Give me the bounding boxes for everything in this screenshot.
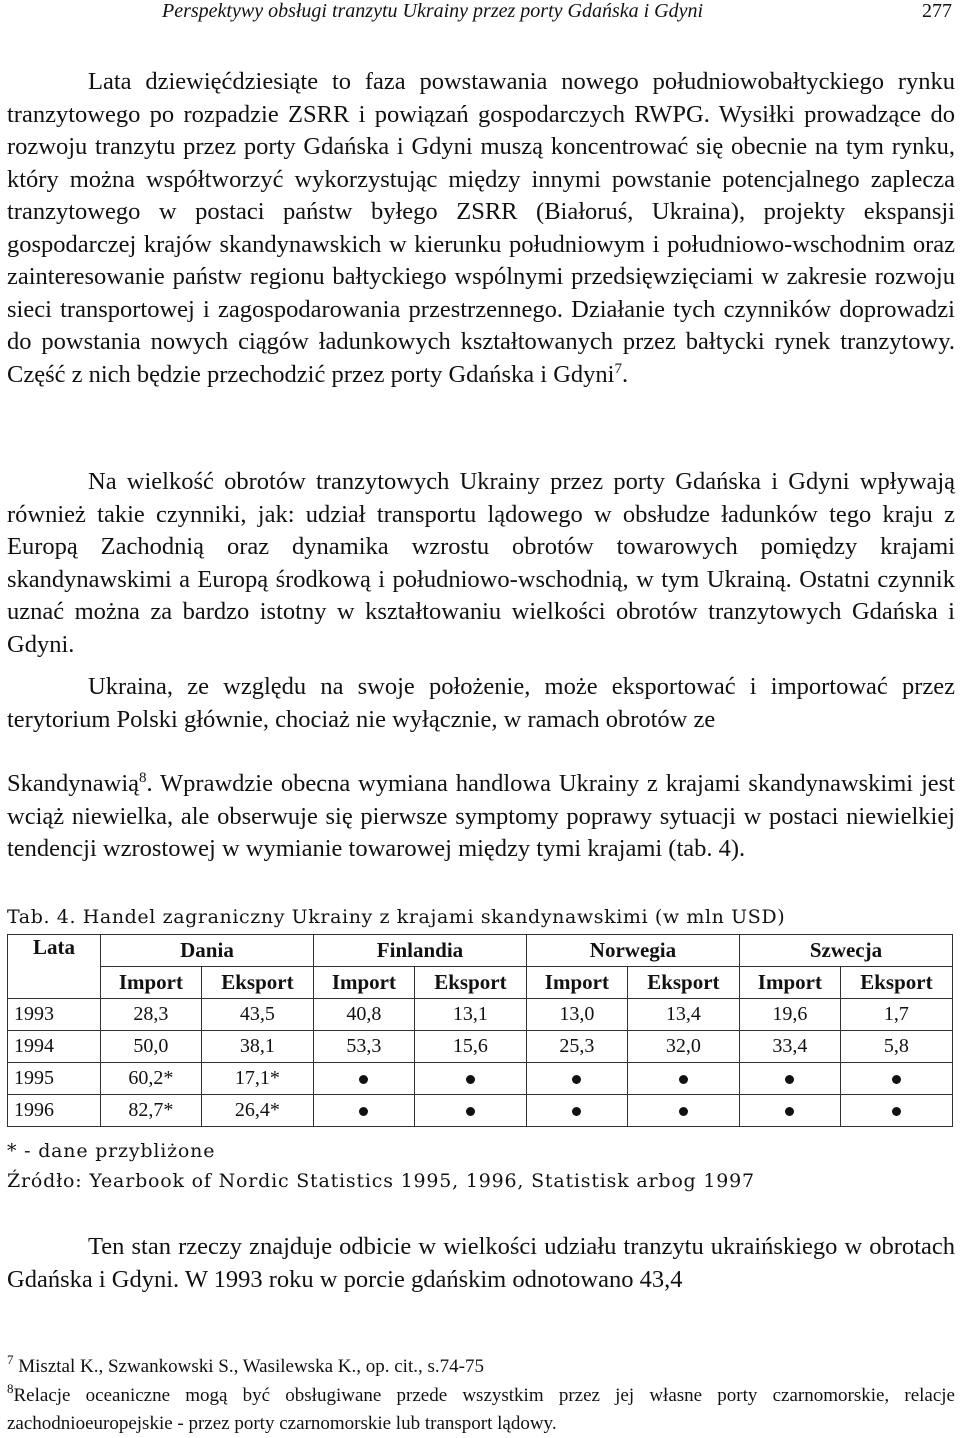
no-data-dot bbox=[572, 1075, 581, 1084]
header-country: Finlandia bbox=[313, 935, 526, 967]
value-cell: 5,8 bbox=[840, 1031, 952, 1063]
paragraph-2 bbox=[7, 466, 955, 661]
value-cell: 53,3 bbox=[313, 1031, 414, 1063]
table-caption: Tab. 4. Handel zagraniczny Ukrainy z krajami skandynawskimi (w mln USD) bbox=[7, 906, 786, 928]
value-cell: 33,4 bbox=[739, 1031, 840, 1063]
no-data-cell bbox=[627, 1063, 739, 1095]
no-data-dot bbox=[359, 1075, 368, 1084]
no-data-cell bbox=[414, 1095, 526, 1127]
value-cell: 28,3 bbox=[101, 999, 202, 1031]
paragraph-2-text: Na wielkość obrotów tranzytowych Ukrainy przez porty Gdańska i Gdyni wpływają również takie czynniki, jak: udział transportu lądowego w obsłudze ładunków tego kraju z Europą Zachodnią oraz dynamika wzrostu obrotów towarowych pomiędzy krajami skandynawskimi a Europą środkową i południowo-wschodnią, w tym Ukrainą. Ostatni czynnik uznać można za bardzo istotny w kształtowaniu wielkości obrotów tranzytowych Gdańska i Gdyni. bbox=[7, 468, 955, 658]
footnote-7-mark: 7 bbox=[7, 1352, 14, 1367]
no-data-cell bbox=[313, 1095, 414, 1127]
paragraph-4 bbox=[7, 1231, 955, 1296]
value-cell: 38,1 bbox=[201, 1031, 313, 1063]
footnote-8-mark: 8 bbox=[7, 1381, 14, 1396]
value-cell: 60,2* bbox=[101, 1063, 202, 1095]
paragraph-4-text: Ten stan rzeczy znajduje odbicie w wielkości udziału tranzytu ukraińskiego w obrotach Gdańska i Gdyni. W 1993 roku w porcie gdańskim odnotowano 43,4 bbox=[7, 1233, 955, 1293]
subheader-cell: Eksport bbox=[201, 967, 313, 999]
value-cell: 13,1 bbox=[414, 999, 526, 1031]
value-cell: 13,0 bbox=[526, 999, 627, 1031]
paragraph-3 bbox=[7, 671, 955, 866]
no-data-dot bbox=[785, 1075, 794, 1084]
subheader-cell: Eksport bbox=[627, 967, 739, 999]
no-data-dot bbox=[359, 1107, 368, 1116]
no-data-cell bbox=[739, 1095, 840, 1127]
no-data-dot bbox=[679, 1075, 688, 1084]
paragraph-3-line: Ukraina, ze względu na swoje położenie, może eksportować i importować przez terytorium Polski głównie, chociaż nie wyłącznie, w ramach obrotów ze bbox=[7, 673, 955, 733]
no-data-dot bbox=[466, 1075, 475, 1084]
subheader-cell: Eksport bbox=[414, 967, 526, 999]
value-cell: 13,4 bbox=[627, 999, 739, 1031]
footnote-8 bbox=[7, 1382, 955, 1438]
paragraph-1-end: . bbox=[621, 360, 629, 388]
year-cell: 1995 bbox=[8, 1063, 101, 1095]
page-header bbox=[0, 0, 960, 26]
value-cell: 26,4* bbox=[201, 1095, 313, 1127]
table-subheader-row bbox=[8, 967, 953, 999]
value-cell: 25,3 bbox=[526, 1031, 627, 1063]
footnote-ref-7[interactable]: 7 bbox=[614, 360, 622, 377]
no-data-cell bbox=[739, 1063, 840, 1095]
no-data-cell bbox=[840, 1095, 952, 1127]
value-cell: 82,7* bbox=[101, 1095, 202, 1127]
table-row bbox=[8, 1031, 953, 1063]
running-title: Perspektywy obsługi tranzytu Ukrainy przez porty Gdańska i Gdyni bbox=[162, 0, 704, 22]
no-data-dot bbox=[785, 1107, 794, 1116]
value-cell: 15,6 bbox=[414, 1031, 526, 1063]
no-data-dot bbox=[466, 1107, 475, 1116]
no-data-cell bbox=[526, 1063, 627, 1095]
trade-table bbox=[7, 934, 953, 1127]
value-cell: 50,0 bbox=[101, 1031, 202, 1063]
value-cell: 1,7 bbox=[840, 999, 952, 1031]
no-data-dot bbox=[679, 1107, 688, 1116]
no-data-cell bbox=[627, 1095, 739, 1127]
no-data-dot bbox=[892, 1075, 901, 1084]
subheader-cell: Import bbox=[101, 967, 202, 999]
table-note: * - dane przybliżone bbox=[7, 1140, 216, 1162]
subheader-cell: Import bbox=[739, 967, 840, 999]
no-data-cell bbox=[313, 1063, 414, 1095]
footnote-8-text: Relacje oceaniczne mogą być obsługiwane przede wszystkim przez jej własne porty czarnomorskie, relacje zachodnioeuropejskie - przez porty czarnomorskie lub transport lądowy. bbox=[7, 1385, 955, 1434]
value-cell: 40,8 bbox=[313, 999, 414, 1031]
no-data-cell bbox=[526, 1095, 627, 1127]
no-data-dot bbox=[572, 1107, 581, 1116]
year-cell: 1994 bbox=[8, 1031, 101, 1063]
table-source: Źródło: Yearbook of Nordic Statistics 1995, 1996, Statistisk arbog 1997 bbox=[7, 1170, 755, 1192]
paragraph-3-start: Skandynawią bbox=[7, 770, 139, 797]
table-body bbox=[8, 999, 953, 1127]
page-number: 277 bbox=[922, 0, 952, 22]
subheader-cell: Import bbox=[313, 967, 414, 999]
table-header-row bbox=[8, 935, 953, 967]
value-cell: 17,1* bbox=[201, 1063, 313, 1095]
paragraph-3-rest: . Wprawdzie obecna wymiana handlowa Ukrainy z krajami skandynawskimi jest wciąż niewielka, ale obserwuje się pierwsze symptomy poprawy sytuacji w postaci niewielkiej tendencji wzrostowej w wymianie towarowej między tymi krajami (tab. 4). bbox=[7, 770, 955, 862]
value-cell: 43,5 bbox=[201, 999, 313, 1031]
footnote-separator bbox=[7, 1330, 307, 1331]
table-row bbox=[8, 1063, 953, 1095]
subheader-cell: Import bbox=[526, 967, 627, 999]
no-data-cell bbox=[414, 1063, 526, 1095]
footnote-7-text: Misztal K., Szwankowski S., Wasilewska K., op. cit., s.74-75 bbox=[18, 1356, 484, 1377]
no-data-cell bbox=[840, 1063, 952, 1095]
header-lata: Lata bbox=[8, 935, 101, 999]
year-cell: 1993 bbox=[8, 999, 101, 1031]
table-row bbox=[8, 999, 953, 1031]
value-cell: 19,6 bbox=[739, 999, 840, 1031]
table-row bbox=[8, 1095, 953, 1127]
subheader-cell: Eksport bbox=[840, 967, 952, 999]
header-country: Norwegia bbox=[526, 935, 739, 967]
paragraph-1-text: Lata dziewięćdziesiąte to faza powstawania nowego południowobałtyckiego rynku tranzytowego po rozpadzie ZSRR i powiązań gospodarczych RWPG. Wysiłki prowadzące do rozwoju tranzytu przez porty Gdańska i Gdyni muszą koncentrować się obecnie na tym rynku, który można współtworzyć wykorzystując między innymi powstanie potencjalnego zaplecza tranzytowego w postaci państw byłego ZSRR (Białoruś, Ukraina), projekty ekspansji gospodarczej krajów skandynawskich w kierunku południowym i południowo-wschodnim oraz zainteresowanie państw regionu bałtyckiego wspólnymi przedsięwzięciami w zakresie rozwoju sieci transportowej i zagospodarowania przestrzennego. Działanie tych czynników doprowadzi do powstania nowych ciągów ładunkowych kształtowanych przez bałtycki rynek tranzytowy. Część z nich będzie przechodzić przez porty Gdańska i Gdyni bbox=[7, 68, 955, 388]
header-country: Szwecja bbox=[739, 935, 952, 967]
footnote-ref-8[interactable]: 8 bbox=[139, 770, 147, 786]
value-cell: 32,0 bbox=[627, 1031, 739, 1063]
no-data-dot bbox=[892, 1107, 901, 1116]
year-cell: 1996 bbox=[8, 1095, 101, 1127]
footnote-7 bbox=[7, 1353, 955, 1381]
paragraph-1 bbox=[7, 66, 955, 391]
header-country: Dania bbox=[101, 935, 314, 967]
